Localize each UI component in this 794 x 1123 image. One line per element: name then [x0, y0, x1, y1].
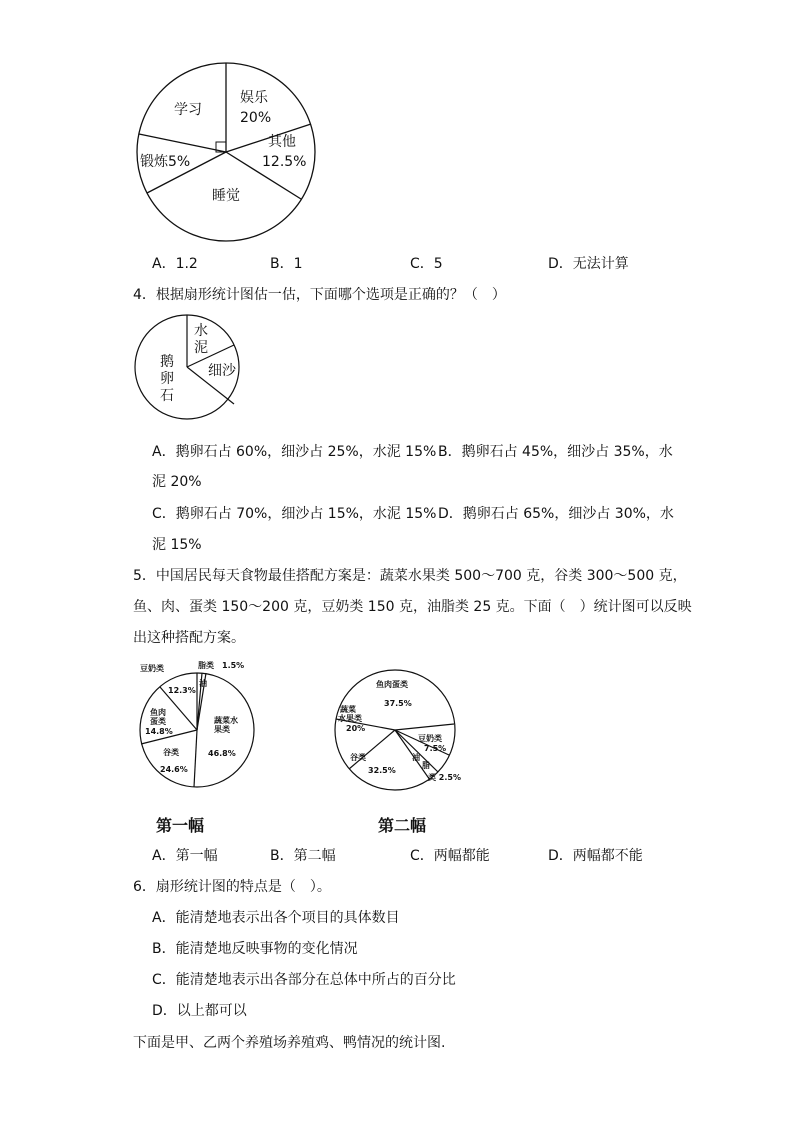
label-fat: 脂类	[198, 661, 214, 670]
label-veg-pct: 46.8%	[208, 749, 236, 758]
pie-label-other: 其他	[268, 134, 296, 150]
q5-option-d[interactable]: D．两幅都不能	[548, 848, 643, 864]
pie-label-cement-1: 水	[194, 323, 208, 339]
label-oil: 油	[199, 679, 207, 688]
q6-option-b[interactable]: B．能清楚地反映事物的变化情况	[152, 941, 358, 957]
q4-option-c[interactable]: C．鹅卵石占 70%，细沙占 15%，水泥 15%	[152, 506, 437, 522]
pie-label-entertainment: 娱乐	[240, 90, 268, 106]
q6-option-a[interactable]: A．能清楚地表示出各个项目的具体数目	[152, 910, 400, 926]
label-veg-1: 蔬菜	[340, 705, 356, 714]
pie-label-exercise: 锻炼5%	[140, 154, 191, 170]
label-meat-2: 蛋类	[150, 717, 166, 726]
chart1-caption: 第一幅	[156, 816, 205, 835]
time-pie-chart	[130, 58, 330, 248]
pie-divider	[349, 730, 395, 769]
label-meat-pct: 37.5%	[384, 699, 412, 708]
label-dairy-pct: 7.5%	[424, 744, 447, 753]
label-meat-1: 鱼肉	[150, 708, 166, 717]
pie-label-entertainment-pct: 20%	[240, 110, 272, 126]
food-pie-chart-1	[130, 656, 260, 796]
q5-stem-line3: 出这种搭配方案。	[133, 630, 245, 646]
label-veg-2: 水果类	[338, 714, 362, 723]
label-dairy: 豆奶类	[418, 734, 442, 743]
q4-stem: 4．根据扇形统计图估一估，下面哪个选项是正确的？（ ）	[133, 287, 506, 303]
food-pie-chart-2	[320, 656, 470, 796]
q4-option-a[interactable]: A．鹅卵石占 60%，细沙占 25%，水泥 15%	[152, 444, 437, 460]
pie-divider	[395, 724, 454, 730]
label-fat-pct: 1.5%	[222, 661, 245, 670]
label-grain: 谷类	[350, 753, 366, 762]
label-fat: 脂	[422, 761, 430, 770]
pie-label-sleep: 睡觉	[212, 188, 240, 204]
label-veg-1: 蔬菜水	[214, 716, 238, 725]
q5-stem-line2: 鱼、肉、蛋类 150～200 克，豆奶类 150 克，油脂类 25 克。下面（ ）统计图可以反映	[133, 599, 692, 615]
label-veg-2: 果类	[214, 725, 230, 734]
pie-label-pebble-2: 卵	[160, 371, 174, 387]
pie-label-study: 学习	[174, 102, 202, 118]
q3-option-b[interactable]: B．1	[270, 256, 303, 272]
q4-option-b-cont: 泥 20%	[152, 474, 202, 490]
pie-label-sand: 细沙	[208, 363, 236, 379]
footer-text: 下面是甲、乙两个养殖场养殖鸡、鸭情况的统计图.	[133, 1035, 446, 1051]
material-pie-chart	[130, 308, 242, 428]
label-grain: 谷类	[163, 748, 179, 757]
q3-option-d[interactable]: D．无法计算	[548, 256, 629, 272]
q4-option-b[interactable]: B．鹅卵石占 45%，细沙占 35%，水	[438, 444, 673, 460]
chart2-caption: 第二幅	[378, 816, 427, 835]
q6-option-c[interactable]: C．能清楚地表示出各部分在总体中所占的百分比	[152, 972, 456, 988]
label-grain-pct: 24.6%	[160, 765, 188, 774]
label-meat: 鱼肉蛋类	[376, 680, 408, 689]
q3-option-c[interactable]: C．5	[410, 256, 443, 272]
q5-stem-line1: 5．中国居民每天食物最佳搭配方案是：蔬菜水果类 500～700 克，谷类 300～500 克，	[133, 568, 687, 584]
q6-option-d[interactable]: D．以上都可以	[152, 1003, 247, 1019]
label-fat-tail: 类 2.5%	[428, 773, 461, 782]
label-grain-pct: 32.5%	[368, 766, 396, 775]
pie-label-cement-2: 泥	[194, 340, 208, 356]
pie-label-pebble-3: 石	[160, 388, 174, 404]
q5-option-b[interactable]: B．第二幅	[270, 848, 336, 864]
pie-label-pebble-1: 鹅	[160, 354, 174, 370]
q3-option-a[interactable]: A．1.2	[152, 256, 198, 272]
label-dairy: 豆奶类	[140, 664, 164, 673]
pie-divider	[194, 730, 197, 787]
label-dairy-pct: 12.3%	[168, 686, 196, 695]
q5-option-c[interactable]: C．两幅都能	[410, 848, 490, 864]
label-oil: 油	[412, 753, 420, 762]
q4-option-d[interactable]: D．鹅卵石占 65%，细沙占 30%，水	[438, 506, 674, 522]
q5-option-a[interactable]: A．第一幅	[152, 848, 218, 864]
pie-label-other-pct: 12.5%	[262, 154, 307, 170]
label-meat-pct: 14.8%	[145, 727, 173, 736]
q6-stem: 6．扇形统计图的特点是（ ）。	[133, 879, 331, 895]
label-veg-pct: 20%	[346, 724, 366, 733]
pie-divider	[139, 134, 226, 152]
q4-option-d-cont: 泥 15%	[152, 537, 202, 553]
